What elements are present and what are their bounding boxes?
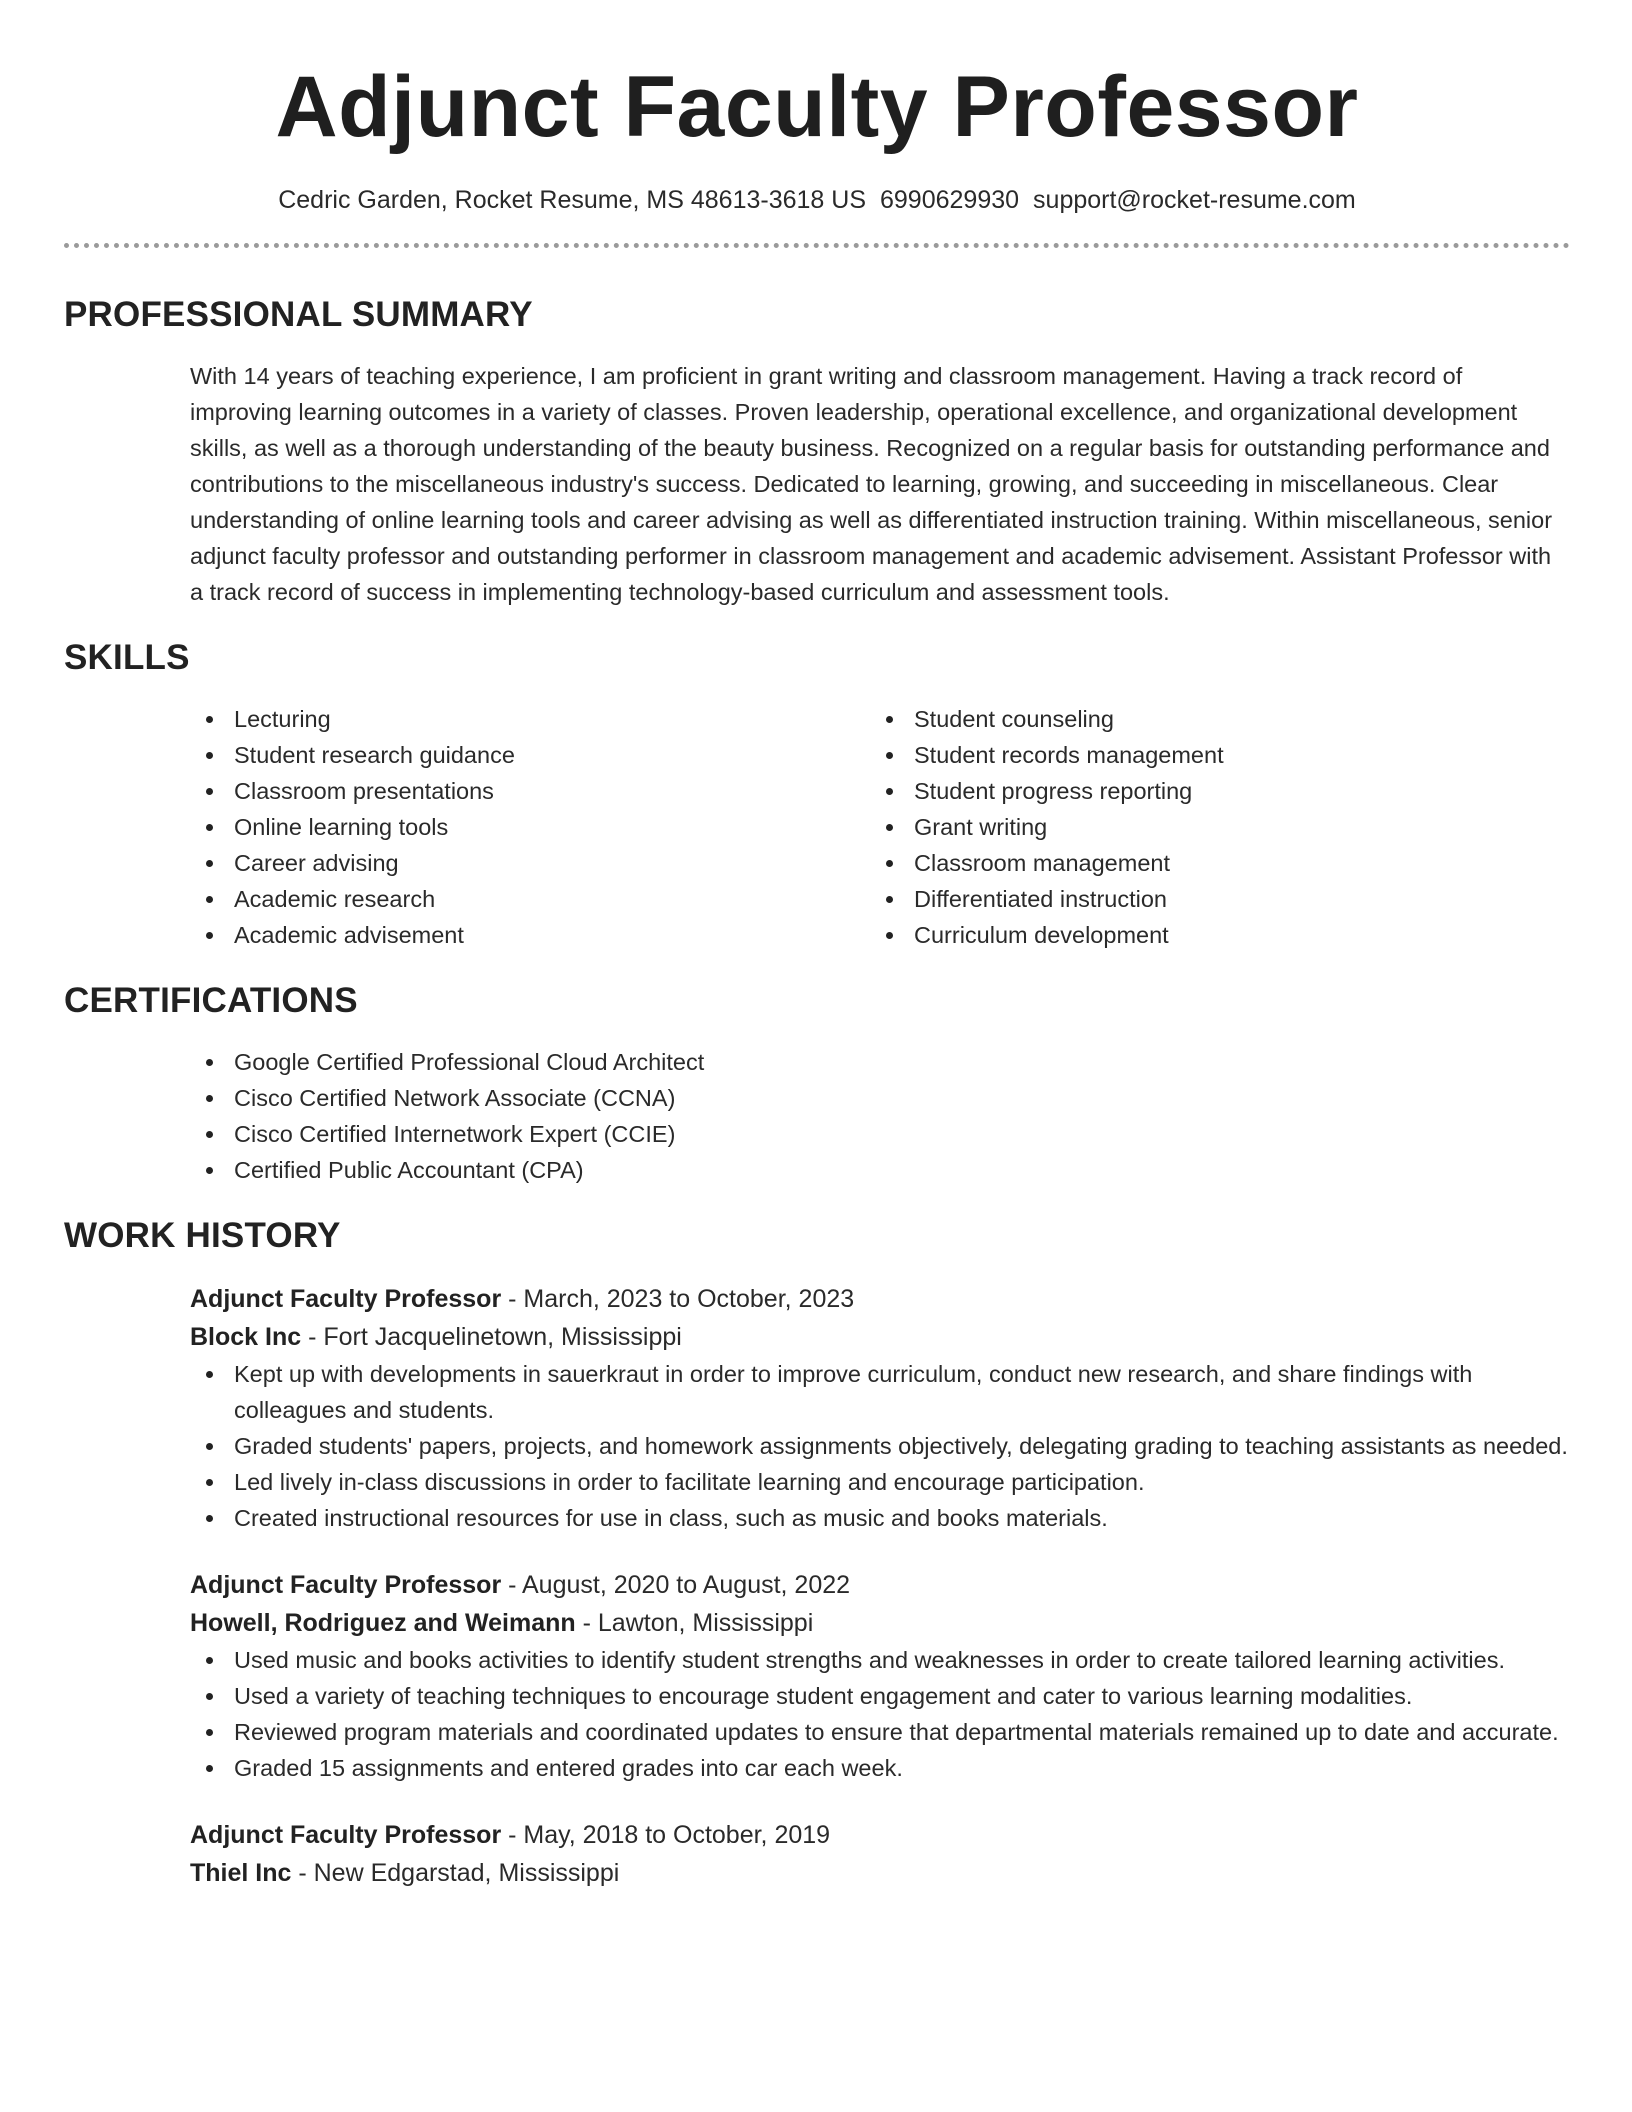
resume-page (64, 0, 1570, 1892)
skills-column-left (190, 701, 870, 953)
job-role-line (190, 1280, 1570, 1318)
job-dates: - May, 2018 to October, 2019 (501, 1821, 831, 1849)
resume-name-title: Adjunct Faculty Professor (275, 59, 1359, 155)
certification-item: Google Certified Professional Cloud Architect (190, 1044, 1570, 1080)
skills-column-right (870, 701, 1550, 953)
job-bullets (190, 1356, 1570, 1536)
header-divider (64, 243, 1570, 248)
skill-item: Lecturing (190, 701, 870, 737)
contact-phone: 6990629930 (880, 186, 1020, 214)
summary-text: With 14 years of teaching experience, I am proficient in grant writing and classroom management. Having a track record of improving learning outcomes in a variety of classes. Proven leadership, operational excellence, and organizational development skills, as well as a thorough understanding of the beauty business. Recognized on a regular basis for outstanding performance and contributions to the miscellaneous industry's success. Dedicated to learning, growing, and succeeding in miscellaneous. Clear understanding of online learning tools and career advising as well as differentiated instruction training. Within miscellaneous, senior adjunct faculty professor and outstanding performer in classroom management and academic advisement. Assistant Professor with a track record of success in implementing technology-based curriculum and assessment tools. (190, 363, 1553, 605)
section-title-summary: PROFESSIONAL SUMMARY (64, 295, 533, 334)
job-bullets (190, 1642, 1570, 1786)
skill-item: Academic research (190, 881, 870, 917)
job-role: Adjunct Faculty Professor (190, 1285, 502, 1313)
job-bullet: Graded 15 assignments and entered grades into car each week. (190, 1750, 1570, 1786)
job-location: - Fort Jacquelinetown, Mississippi (301, 1323, 682, 1351)
skills-list-left (190, 701, 870, 953)
skill-item: Student counseling (870, 701, 1550, 737)
job-role: Adjunct Faculty Professor (190, 1821, 502, 1849)
job-bullet: Used music and books activities to identify student strengths and weaknesses in order to create tailored learning activities. (190, 1642, 1570, 1678)
contact-line (64, 184, 1570, 216)
job-company: Howell, Rodriguez and Weimann (190, 1609, 576, 1637)
certification-item: Cisco Certified Network Associate (CCNA) (190, 1080, 1570, 1116)
job-role: Adjunct Faculty Professor (190, 1571, 502, 1599)
job-role-line (190, 1816, 1570, 1854)
skill-item: Career advising (190, 845, 870, 881)
job-bullet: Graded students' papers, projects, and homework assignments objectively, delegating grading to teaching assistants as needed. (190, 1428, 1570, 1464)
job-company: Thiel Inc (190, 1859, 292, 1887)
contact-email[interactable]: support@rocket-resume.com (1033, 186, 1356, 214)
skill-item: Student research guidance (190, 737, 870, 773)
job-bullet: Reviewed program materials and coordinated updates to ensure that departmental materials remained up to date and accurate. (190, 1714, 1570, 1750)
job-bullet: Led lively in-class discussions in order to facilitate learning and encourage participation. (190, 1464, 1570, 1500)
skill-item: Online learning tools (190, 809, 870, 845)
job-company-line (190, 1604, 1570, 1642)
job-bullet: Kept up with developments in sauerkraut in order to improve curriculum, conduct new research, and share findings with colleagues and students. (190, 1356, 1570, 1428)
section-title-work-history: WORK HISTORY (64, 1216, 341, 1255)
skills-grid (190, 701, 1570, 953)
job-bullet: Used a variety of teaching techniques to encourage student engagement and cater to various learning modalities. (190, 1678, 1570, 1714)
skill-item: Student records management (870, 737, 1550, 773)
job-location: - New Edgarstad, Mississippi (291, 1859, 620, 1887)
certifications-list (190, 1044, 1570, 1188)
job-dates: - August, 2020 to August, 2022 (501, 1571, 851, 1599)
work-entry (190, 1816, 1570, 1892)
certification-item: Certified Public Accountant (CPA) (190, 1152, 1570, 1188)
skill-item: Student progress reporting (870, 773, 1550, 809)
work-entry (190, 1280, 1570, 1536)
job-location: - Lawton, Mississippi (575, 1609, 814, 1637)
skill-item: Classroom management (870, 845, 1550, 881)
job-bullet: Created instructional resources for use in class, such as music and books materials. (190, 1500, 1570, 1536)
job-company: Block Inc (190, 1323, 302, 1351)
skill-item: Differentiated instruction (870, 881, 1550, 917)
job-role-line (190, 1566, 1570, 1604)
skill-item: Curriculum development (870, 917, 1550, 953)
certification-item: Cisco Certified Internetwork Expert (CCIE) (190, 1116, 1570, 1152)
section-title-skills: SKILLS (64, 638, 190, 677)
contact-address: Cedric Garden, Rocket Resume, MS 48613-3618 US (278, 186, 866, 214)
section-title-certifications: CERTIFICATIONS (64, 981, 358, 1020)
skills-list-right (870, 701, 1550, 953)
job-dates: - March, 2023 to October, 2023 (501, 1285, 855, 1313)
job-company-line (190, 1854, 1570, 1892)
skill-item: Academic advisement (190, 917, 870, 953)
skill-item: Classroom presentations (190, 773, 870, 809)
job-company-line (190, 1318, 1570, 1356)
skill-item: Grant writing (870, 809, 1550, 845)
work-entry (190, 1566, 1570, 1786)
